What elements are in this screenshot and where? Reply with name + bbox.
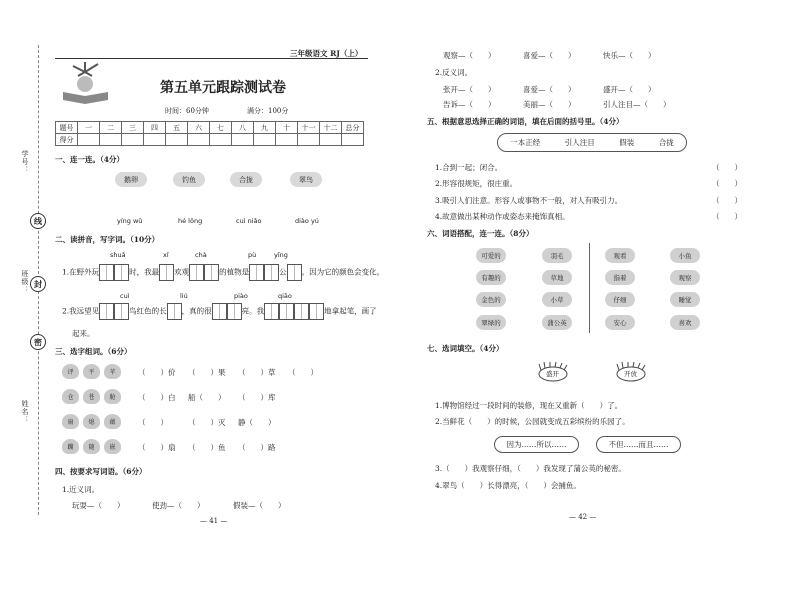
leaf-char: 平 bbox=[83, 364, 100, 379]
option-word: 合拢 bbox=[658, 138, 674, 147]
option-word: 一本正经 bbox=[510, 138, 541, 147]
fill-line-3: 起来。 bbox=[72, 329, 95, 338]
text: 亮。我 bbox=[241, 306, 265, 316]
leaf-char: 苍 bbox=[83, 389, 100, 404]
score-header-cell: 题号 bbox=[56, 122, 78, 134]
blank-word[interactable]: （ ）鱼 bbox=[188, 443, 226, 452]
blank-word[interactable]: 船（ ） bbox=[188, 393, 226, 402]
conjunction: 因为……所以…… bbox=[506, 440, 567, 449]
score-header-cell: 六 bbox=[188, 122, 210, 134]
leaf-char: 舱 bbox=[104, 389, 121, 404]
seal-mark: 封 bbox=[30, 276, 46, 292]
option-word: 假装 bbox=[619, 138, 635, 147]
match-cloud[interactable]: 小草 bbox=[542, 292, 572, 307]
leaf-char: 蹦 bbox=[62, 439, 79, 454]
score-cell[interactable] bbox=[254, 134, 276, 146]
page-number: — 41 — bbox=[200, 517, 228, 525]
class-label: 班级： bbox=[21, 270, 29, 294]
score-cell[interactable] bbox=[232, 134, 254, 146]
score-header-cell: 一 bbox=[78, 122, 100, 134]
write-box[interactable] bbox=[204, 264, 219, 281]
write-box[interactable] bbox=[167, 303, 182, 320]
write-box[interactable] bbox=[264, 303, 279, 320]
text: 的植物是 bbox=[219, 267, 250, 277]
column-divider bbox=[589, 243, 590, 333]
score-header-cell: 八 bbox=[232, 122, 254, 134]
section-4-title: 四、按要求写词语。（6分） bbox=[55, 467, 147, 476]
word-choice: 盛开 bbox=[546, 370, 559, 378]
score-header-cell: 九 bbox=[254, 122, 276, 134]
page-title: 第五单元跟踪测试卷 bbox=[160, 80, 286, 96]
match-cloud[interactable]: 观察 bbox=[670, 270, 700, 285]
blank-word[interactable]: 静（ ） bbox=[238, 418, 276, 427]
pinyin-label: diào yú bbox=[295, 217, 319, 225]
match-cloud[interactable]: 指着 bbox=[605, 270, 635, 285]
time-label: 时间：60分钟 bbox=[165, 107, 209, 115]
score-cell[interactable] bbox=[100, 134, 122, 146]
text: 。因为它的颜色会变化。 bbox=[301, 267, 385, 277]
score-cell[interactable] bbox=[342, 134, 364, 146]
write-box[interactable] bbox=[279, 303, 294, 320]
pinyin-label: cuì niǎo bbox=[236, 217, 262, 225]
match-cloud[interactable]: 安心 bbox=[605, 315, 635, 330]
fill-line-1 bbox=[62, 264, 384, 281]
word-cloud[interactable]: 翠鸟 bbox=[290, 172, 322, 187]
name-label: 姓名： bbox=[21, 400, 29, 424]
score-header-cell: 二 bbox=[100, 122, 122, 134]
score-header-cell: 三 bbox=[122, 122, 144, 134]
score-cell[interactable] bbox=[78, 134, 100, 146]
leaf-char: 嵌 bbox=[104, 439, 121, 454]
score-header-cell: 十 bbox=[276, 122, 298, 134]
score-row-label: 得分 bbox=[56, 134, 78, 146]
text: 鸟红色的长 bbox=[129, 306, 167, 316]
match-cloud[interactable]: 金色的 bbox=[476, 292, 506, 307]
score-total-label: 满分：100分 bbox=[247, 107, 289, 115]
score-cell[interactable] bbox=[144, 134, 166, 146]
score-cell[interactable] bbox=[276, 134, 298, 146]
match-cloud[interactable]: 蒲公英 bbox=[542, 315, 572, 330]
match-cloud[interactable]: 有趣的 bbox=[476, 270, 506, 285]
blank-word[interactable]: （ ）路 bbox=[238, 443, 276, 452]
leaf-char: 蕴 bbox=[104, 414, 121, 429]
text: 时，我最 bbox=[129, 267, 160, 277]
score-header-cell: 十二 bbox=[320, 122, 342, 134]
write-box[interactable] bbox=[294, 303, 309, 320]
answer-paren[interactable]: （ ） bbox=[712, 163, 742, 172]
match-cloud[interactable]: 观看 bbox=[605, 248, 635, 263]
text: 1.在野外玩 bbox=[62, 267, 100, 277]
pinyin-label: hé lǒng bbox=[178, 217, 203, 225]
synonym-label: 1.近义词。 bbox=[62, 485, 100, 494]
fill-sentence[interactable]: 1.博物馆经过一段时间的装修，现在又重新（ ）了。 bbox=[435, 401, 623, 410]
blank-word[interactable]: （ ）灭 bbox=[188, 418, 226, 427]
header-rule bbox=[55, 58, 368, 59]
page-number: — 42 — bbox=[569, 513, 597, 521]
score-header-cell: 七 bbox=[210, 122, 232, 134]
write-box[interactable] bbox=[114, 264, 129, 281]
section-7-title: 七、选词填空。（4分） bbox=[427, 344, 504, 353]
blank-word[interactable]: （ ）白 bbox=[138, 393, 176, 402]
word-cloud[interactable]: 钓鱼 bbox=[173, 172, 205, 187]
synonym-item[interactable]: 玩耍—（ ） bbox=[72, 501, 125, 510]
definition-item: 2.形容很规矩，很庄重。 bbox=[435, 179, 518, 188]
option-word: 引人注目 bbox=[564, 138, 595, 147]
blank-word[interactable]: （ ）库 bbox=[238, 393, 276, 402]
pinyin-label: qiāo bbox=[278, 292, 292, 300]
write-box[interactable] bbox=[227, 303, 242, 320]
write-box[interactable] bbox=[99, 264, 114, 281]
fill-sentence[interactable]: 3.（ ）我观察仔细，（ ）我发现了蒲公英的秘密。 bbox=[435, 464, 626, 473]
match-cloud[interactable]: 小鱼 bbox=[670, 248, 700, 263]
blank-word[interactable]: （ ）扇 bbox=[138, 443, 176, 452]
text: ，真的很 bbox=[181, 306, 212, 316]
score-cell[interactable] bbox=[188, 134, 210, 146]
conjunction: 不但……而且…… bbox=[608, 440, 669, 449]
fill-sentence[interactable]: 4.翠鸟（ ）长得漂亮，（ ）会捕鱼。 bbox=[435, 481, 581, 490]
pinyin-label: yīng bbox=[274, 251, 288, 259]
definition-item: 3.吸引人们注意。形容人或事物不一般，对人有吸引力。 bbox=[435, 196, 623, 205]
word-choice: 开放 bbox=[624, 370, 637, 378]
definition-item: 1.合到一起；闭合。 bbox=[435, 163, 503, 172]
leaf-char: 熄 bbox=[83, 414, 100, 429]
write-box[interactable] bbox=[309, 303, 324, 320]
write-box[interactable] bbox=[287, 264, 302, 281]
antonym-item[interactable]: 喜爱—（ ） bbox=[523, 85, 576, 94]
pinyin-label: pù bbox=[248, 251, 257, 259]
pinyin-label: liú bbox=[180, 292, 188, 300]
fill-sentence[interactable]: 2.当鲜花（ ）的时候，公园就变成五彩缤纷的乐园了。 bbox=[435, 417, 630, 426]
write-box[interactable] bbox=[249, 264, 264, 281]
blank-word[interactable]: （ ） bbox=[138, 418, 168, 427]
write-box[interactable] bbox=[114, 303, 129, 320]
score-cell[interactable] bbox=[210, 134, 232, 146]
text: 公 bbox=[279, 267, 287, 277]
antonym-item[interactable]: 引人注目—（ ） bbox=[603, 100, 671, 109]
score-cell[interactable] bbox=[320, 134, 342, 146]
synonym-item[interactable]: 观察—（ ） bbox=[443, 51, 496, 60]
score-header-cell: 五 bbox=[166, 122, 188, 134]
pinyin-label: yíng wǔ bbox=[117, 217, 143, 225]
pinyin-label: shuǎ bbox=[110, 251, 126, 259]
leaf-char: 随 bbox=[83, 439, 100, 454]
match-cloud[interactable]: 草地 bbox=[542, 270, 572, 285]
write-box[interactable] bbox=[189, 264, 204, 281]
blank-word[interactable]: （ ）草 bbox=[238, 368, 276, 377]
write-box[interactable] bbox=[99, 303, 114, 320]
synonym-item[interactable]: 假装—（ ） bbox=[233, 501, 286, 510]
definition-item: 4.故意做出某种动作或姿态来掩饰真相。 bbox=[435, 212, 570, 221]
antonym-item[interactable]: 美丽—（ ） bbox=[523, 100, 576, 109]
text: 地拿起笔，画了 bbox=[324, 306, 377, 316]
score-header-cell: 十一 bbox=[298, 122, 320, 134]
answer-paren[interactable]: （ ） bbox=[712, 179, 742, 188]
match-cloud[interactable]: 仔细 bbox=[605, 292, 635, 307]
antonym-item[interactable]: 告诉—（ ） bbox=[443, 100, 496, 109]
leaf-char: 仓 bbox=[62, 389, 79, 404]
score-cell[interactable] bbox=[122, 134, 144, 146]
blank-word[interactable]: （ ） bbox=[288, 368, 318, 377]
section-6-title: 六、词语搭配，连一连。（8分） bbox=[427, 229, 534, 238]
seat-label: 学号： bbox=[21, 150, 29, 174]
score-header-cell: 四 bbox=[144, 122, 166, 134]
grade-label: 三年级语文 RJ（上） bbox=[290, 49, 363, 58]
write-box[interactable] bbox=[264, 264, 279, 281]
match-cloud[interactable]: 翠绿的 bbox=[476, 315, 506, 330]
leaf-char: 扇 bbox=[62, 414, 79, 429]
pinyin-label: cuì bbox=[120, 292, 130, 300]
match-cloud[interactable]: 可爱的 bbox=[476, 248, 506, 263]
section-3-title: 三、选字组词。（6分） bbox=[55, 347, 132, 356]
score-cell[interactable] bbox=[166, 134, 188, 146]
word-options-box bbox=[497, 133, 687, 152]
seal-mark: 密 bbox=[30, 334, 46, 350]
match-cloud[interactable]: 喜欢 bbox=[670, 315, 700, 330]
section-1-title: 一、连一连。（4分） bbox=[55, 155, 124, 164]
write-box[interactable] bbox=[159, 264, 174, 281]
pinyin-label: chà bbox=[195, 251, 207, 259]
leaf-char: 评 bbox=[62, 364, 79, 379]
pinyin-label: xǐ bbox=[163, 251, 169, 259]
match-cloud[interactable]: 睡觉 bbox=[670, 292, 700, 307]
conjunction-box bbox=[494, 436, 579, 453]
pinyin-label: piào bbox=[234, 292, 248, 300]
section-5-title: 五、根据意思选择正确的词语，填在后面的括号里。（4分） bbox=[427, 117, 624, 126]
text: 2.我远望见 bbox=[62, 306, 100, 316]
fill-line-2 bbox=[62, 303, 377, 320]
answer-paren[interactable]: （ ） bbox=[712, 196, 742, 205]
score-header-cell: 总分 bbox=[342, 122, 364, 134]
antonym-label: 2.反义词。 bbox=[435, 68, 473, 77]
antonym-item[interactable]: 张开—（ ） bbox=[443, 85, 496, 94]
book-icon bbox=[58, 62, 113, 107]
synonym-item[interactable]: 使劲—（ ） bbox=[152, 501, 205, 510]
synonym-item[interactable]: 喜爱—（ ） bbox=[523, 51, 576, 60]
answer-paren[interactable]: （ ） bbox=[712, 212, 742, 221]
conjunction-box bbox=[596, 436, 681, 453]
section-2-title: 二、读拼音，写字词。（10分） bbox=[55, 235, 160, 244]
text: 欢观 bbox=[174, 267, 190, 277]
match-cloud[interactable]: 羽毛 bbox=[542, 248, 572, 263]
antonym-item[interactable]: 盛开—（ ） bbox=[603, 85, 656, 94]
score-table bbox=[55, 121, 364, 146]
synonym-item[interactable]: 快乐—（ ） bbox=[603, 51, 656, 60]
leaf-char: 苹 bbox=[104, 364, 121, 379]
seal-mark: 线 bbox=[30, 213, 46, 229]
word-cloud[interactable]: 合拢 bbox=[230, 172, 262, 187]
word-cloud[interactable]: 鹅卵 bbox=[115, 172, 147, 187]
write-box[interactable] bbox=[212, 303, 227, 320]
blank-word[interactable]: （ ）价 bbox=[138, 368, 176, 377]
blank-word[interactable]: （ ）果 bbox=[188, 368, 226, 377]
score-cell[interactable] bbox=[298, 134, 320, 146]
